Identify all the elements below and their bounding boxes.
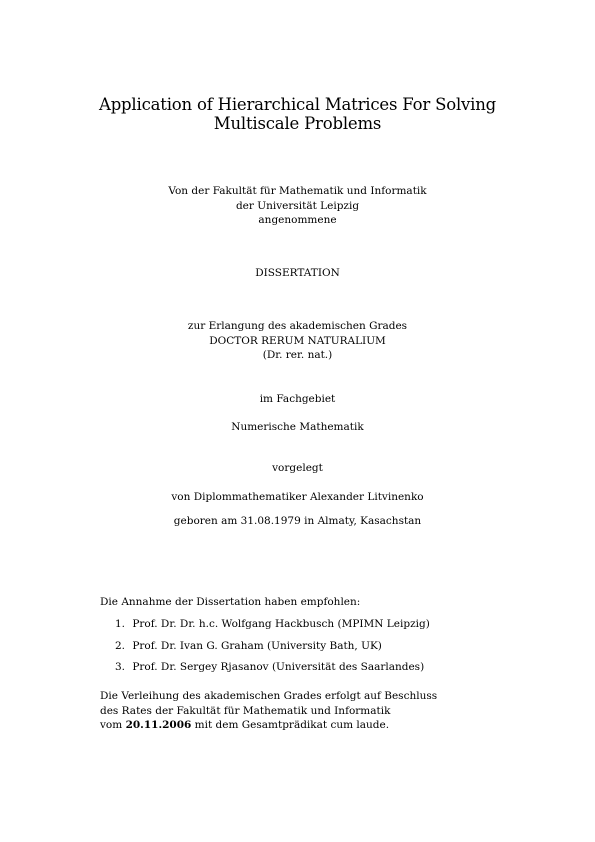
thesis-title-line-2: Multiscale Problems (213, 114, 382, 133)
conferral-prefix: vom (100, 719, 123, 731)
thesis-title-line-1: Application of Hierarchical Matrices For Solving (98, 95, 497, 114)
list-item-number: 3. (115, 661, 126, 673)
faculty-line: Von der Fakultät für Mathematik und Informatik (168, 185, 427, 197)
author-line: von Diplommathematiker Alexander Litvinenko (171, 491, 424, 503)
degree-block (0, 319, 595, 363)
submitted-label: vorgelegt (272, 462, 323, 474)
recommendation-intro: Die Annahme der Dissertation haben empfohlen: (100, 596, 361, 608)
field-name: Numerische Mathematik (231, 421, 364, 433)
conferral-line-2: des Rates der Fakultät für Mathematik und Informatik (100, 704, 391, 717)
accepted-line: angenommene (258, 214, 337, 226)
list-item (115, 617, 535, 639)
list-item-number: 2. (115, 639, 126, 652)
list-item-number: 1. (115, 618, 126, 630)
field-label: im Fachgebiet (259, 393, 336, 405)
reviewer-name: Prof. Dr. Ivan G. Graham (University Bath, UK) (132, 639, 382, 652)
reviewer-list (115, 617, 535, 682)
thesis-title (0, 95, 595, 133)
conferral-date: 20.11.2006 (125, 719, 192, 731)
conferral-line-3 (100, 718, 540, 733)
degree-purpose-line: zur Erlangung des akademischen Grades (187, 320, 408, 332)
degree-name-line: DOCTOR RERUM NATURALIUM (209, 334, 386, 347)
birth-line: geboren am 31.08.1979 in Almaty, Kasachstan (173, 515, 422, 527)
acceptance-block (0, 184, 595, 228)
conferral-line-1: Die Verleihung des akademischen Grades erfolgt auf Beschluss (100, 690, 438, 702)
degree-abbrev-line: (Dr. rer. nat.) (262, 349, 333, 361)
list-item (115, 660, 535, 682)
list-item (115, 639, 535, 661)
dissertation-label: DISSERTATION (255, 267, 340, 279)
reviewer-name: Prof. Dr. Sergey Rjasanov (Universität des Saarlandes) (132, 661, 425, 673)
university-line: der Universität Leipzig (235, 199, 360, 212)
conferral-suffix: mit dem Gesamtprädikat cum laude. (194, 719, 390, 731)
document-type (0, 266, 595, 281)
reviewer-name: Prof. Dr. Dr. h.c. Wolfgang Hackbusch (MPIMN Leipzig) (132, 618, 430, 630)
conferral-block (100, 689, 540, 733)
